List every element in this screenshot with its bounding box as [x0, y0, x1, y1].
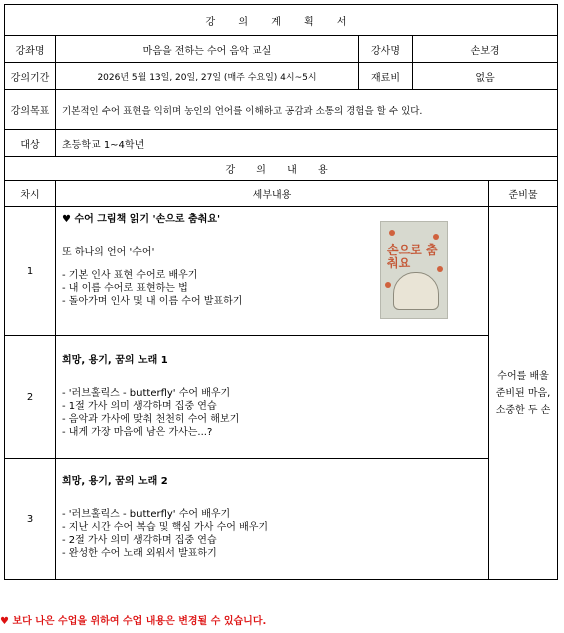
- session-2-item: - 내게 가장 마음에 남은 가사는...?: [62, 427, 213, 438]
- teacher-value: 손보경: [413, 36, 558, 63]
- details-header: 세부내용: [56, 181, 489, 207]
- session-2-content: [56, 336, 489, 459]
- session-1-heading: ♥ 수어 그림책 읽기 '손으로 춤춰요': [62, 214, 221, 225]
- book-cover-title: 손으로 춤춰요: [387, 243, 438, 270]
- session-3-heading: 희망, 용기, 꿈의 노래 2: [62, 476, 168, 487]
- session-2-item: - 1절 가사 의미 생각하며 집중 연습: [62, 401, 217, 412]
- session-1-item: - 기본 인사 표현 수어로 배우기: [62, 270, 198, 281]
- lecture-plan-sheet: [4, 4, 557, 580]
- session-number: 3: [5, 459, 56, 580]
- session-2-heading: 희망, 용기, 꿈의 노래 1: [62, 355, 168, 366]
- materials-header: 준비물: [489, 181, 558, 207]
- session-3-item: - 2절 가사 의미 생각하며 집중 연습: [62, 535, 217, 546]
- lecture-plan-table: [4, 4, 558, 580]
- period-value: 2026년 5월 13일, 20일, 27일 (매주 수요일) 4시~5시: [56, 63, 359, 90]
- materials-line: 수어를 배울: [497, 370, 549, 382]
- fee-label: 재료비: [359, 63, 413, 90]
- materials-line: 준비된 마음,: [495, 387, 551, 399]
- footer-note: ♥ 보다 나은 수업을 위하여 수업 내용은 변경될 수 있습니다.: [0, 616, 267, 627]
- section-title: 강 의 내 용: [5, 157, 558, 181]
- session-header: 차시: [5, 181, 56, 207]
- session-number: 2: [5, 336, 56, 459]
- materials-line: 소중한 두 손: [495, 404, 551, 416]
- fee-value: 없음: [413, 63, 558, 90]
- book-cover-image: [380, 221, 448, 319]
- materials-cell: [489, 207, 558, 580]
- target-value: 초등학교 1~4학년: [56, 130, 558, 157]
- goal-label: 강의목표: [5, 90, 56, 130]
- document-title: 강 의 계 획 서: [5, 5, 558, 36]
- session-3-item: - 지난 시간 수어 복습 및 핵심 가사 수어 배우기: [62, 522, 269, 533]
- session-3-item: - '러브홀릭스 - butterfly' 수어 배우기: [62, 509, 231, 520]
- session-1-subheading: 또 하나의 언어 '수어': [62, 247, 155, 258]
- session-2-item: - '러브홀릭스 - butterfly' 수어 배우기: [62, 388, 231, 399]
- goal-value: 기본적인 수어 표현을 익히며 농인의 언어를 이해하고 공감과 소통의 경험을 할 수 있다.: [56, 90, 558, 130]
- session-3-content: [56, 459, 489, 580]
- course-label: 강좌명: [5, 36, 56, 63]
- session-3-item: - 완성한 수어 노래 외워서 발표하기: [62, 548, 217, 559]
- session-1-content: [56, 207, 489, 336]
- course-value: 마음을 전하는 수어 음악 교실: [56, 36, 359, 63]
- session-1-item: - 내 이름 수어로 표현하는 법: [62, 283, 188, 294]
- session-1-item: - 돌아가며 인사 및 내 이름 수어 발표하기: [62, 296, 243, 307]
- period-label: 강의기간: [5, 63, 56, 90]
- session-number: 1: [5, 207, 56, 336]
- teacher-label: 강사명: [359, 36, 413, 63]
- session-2-item: - 음악과 가사에 맞춰 천천히 수어 해보기: [62, 414, 240, 425]
- target-label: 대상: [5, 130, 56, 157]
